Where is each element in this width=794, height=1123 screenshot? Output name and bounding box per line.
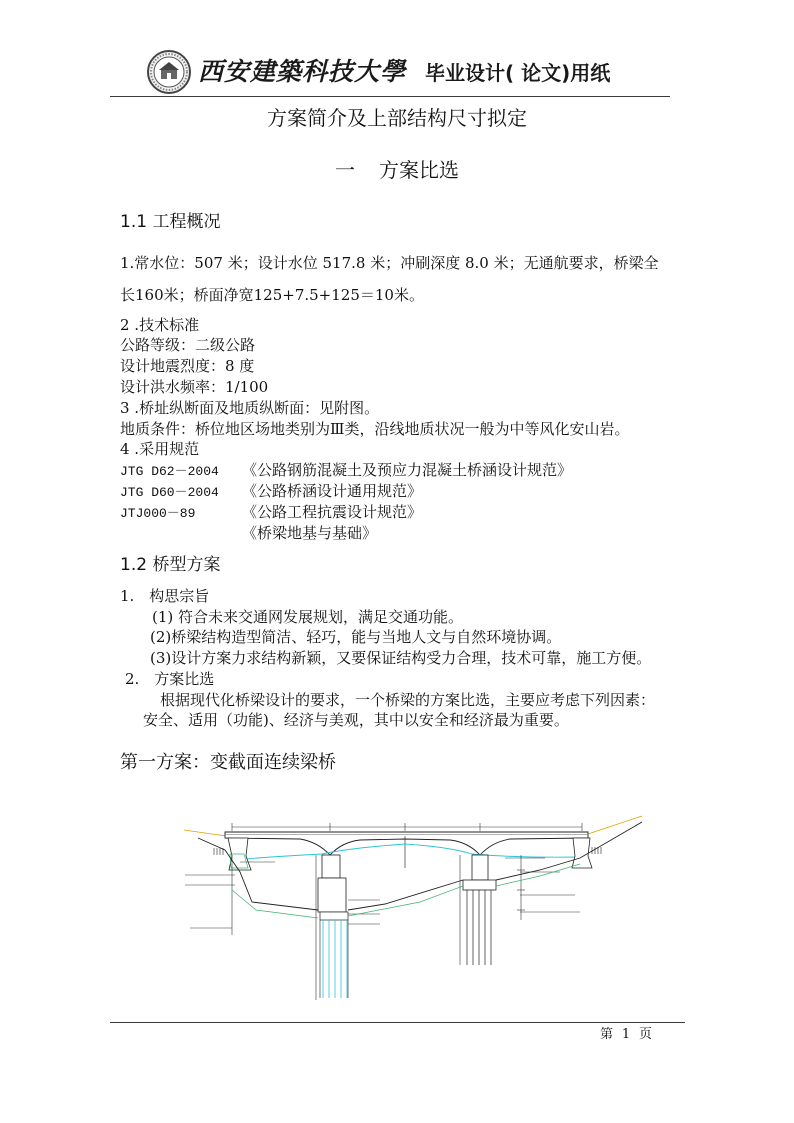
page-suffix: 页 (639, 1027, 653, 1042)
code-reference-row (120, 481, 422, 503)
code-number: JTG D60－2004 (120, 485, 219, 500)
code-number: JTG D62－2004 (120, 464, 219, 479)
site-section-line: 3 .桥址纵断面及地质纵断面：见附图。 (120, 399, 380, 417)
page-title: 方案简介及上部结构尺寸拟定 (267, 106, 527, 130)
right-pier-column (472, 855, 488, 880)
overview-line-1: 1.常水位：507 米；设计水位 517.8 米；冲刷深度 8.0 米；无通航要求，桥梁全 (120, 254, 659, 272)
code-title: 《桥梁地基与基础》 (242, 524, 378, 542)
geology-line: 地质条件：桥位地区场地类别为Ⅲ类，沿线地质状况一般为中等风化安山岩。 (120, 420, 630, 438)
header-rule (110, 96, 670, 97)
chapter-heading (0, 157, 794, 183)
page-prefix: 第 (600, 1027, 614, 1042)
code-reference-row (120, 460, 572, 482)
code-title: 《公路工程抗震设计规范》 (242, 503, 423, 521)
overview-line-2: 长160米；桥面净宽125+7.5+125＝10米。 (120, 286, 424, 304)
footer-rule (110, 1022, 685, 1023)
code-reference-row (120, 502, 422, 524)
comparison-line: 安全、适用（功能)、经济与美观，其中以安全和经济最为重要。 (143, 711, 569, 729)
page-number-value: 1 (621, 1027, 631, 1042)
left-pier-piles (323, 920, 347, 998)
concept-item: (2)桥梁结构造型简洁、轻巧，能与当地人文与自然环境协调。 (150, 628, 562, 646)
comparison-heading: 2. 方案比选 (125, 670, 215, 688)
concept-item: (3)设计方案力求结构新颖，又要保证结构受力合理，技术可靠，施工方便。 (150, 649, 652, 667)
tech-standard-heading: 2 .技术标准 (120, 316, 200, 334)
section-heading-1-2: 1.2 桥型方案 (120, 555, 221, 575)
code-number: JTJ000－89 (120, 506, 196, 521)
left-pile-cap (320, 912, 348, 920)
code-title: 《公路钢筋混凝土及预应力混凝土桥涵设计规范》 (242, 461, 573, 479)
codes-heading: 4 .采用规范 (120, 440, 200, 458)
ground-hatch (214, 847, 601, 855)
paper-label: 毕业设计( 论文)用纸 (425, 61, 611, 85)
tech-standard-item: 公路等级：二级公路 (120, 336, 256, 354)
right-pier-cap (463, 880, 496, 890)
comparison-line: 根据现代化桥梁设计的要求，一个桥梁的方案比选，主要应考虑下列因素： (160, 691, 656, 709)
right-bank-guide-line (588, 816, 642, 834)
chapter-title: 方案比选 (379, 158, 459, 182)
left-pile-outline (320, 920, 348, 998)
university-name-logo: 西安建築科技大學 (198, 57, 407, 86)
left-pier-cap (318, 878, 346, 912)
page-number (600, 1026, 652, 1044)
deck-girder (225, 832, 588, 855)
left-bank-guide-line (184, 830, 226, 836)
scheme-1-title: 第一方案：变截面连续梁桥 (120, 752, 336, 773)
code-reference-row (120, 523, 377, 543)
left-pier-column (322, 855, 340, 878)
bridge-elevation-diagram (180, 810, 650, 1005)
tech-standard-item: 设计地震烈度：8 度 (120, 357, 255, 375)
concept-item: (1) 符合未来交通网发展规划，满足交通功能。 (152, 608, 464, 626)
top-dimension-line (232, 823, 582, 831)
concept-heading: 1. 构思宗旨 (120, 587, 210, 605)
section-heading-1-1: 1.1 工程概况 (120, 212, 221, 232)
code-title: 《公路桥涵设计通用规范》 (242, 482, 423, 500)
right-pier-piles (467, 890, 491, 965)
university-seal-logo (146, 48, 192, 96)
tech-standard-item: 设计洪水频率：1/100 (120, 378, 269, 396)
chapter-number: 一 (335, 158, 355, 182)
